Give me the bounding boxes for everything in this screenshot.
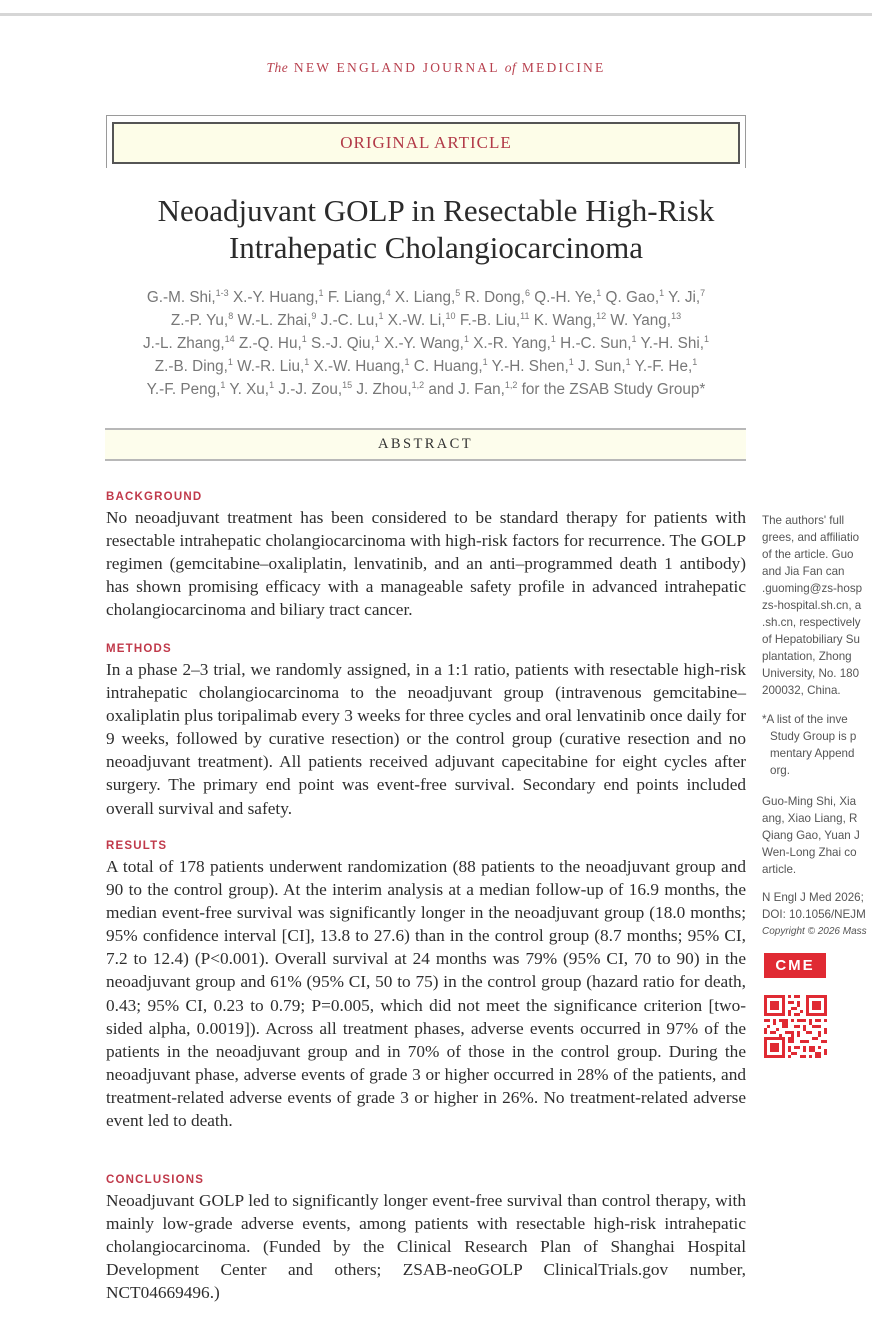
author-name: Z.-Q. Hu,$^1$ bbox=[238, 334, 307, 352]
author-name: X. Liang,$^5$ bbox=[394, 288, 461, 306]
abstract-heading: ABSTRACT bbox=[378, 436, 473, 452]
article-type-label: ORIGINAL ARTICLE bbox=[340, 133, 512, 152]
affiliation-marker: 9 bbox=[311, 311, 317, 321]
affiliation-marker: 1 bbox=[374, 334, 380, 344]
author-name: J.-L. Zhang,$^{14}$ bbox=[142, 334, 235, 352]
author-name: X.-W. Li,$^{10}$ bbox=[387, 311, 456, 329]
footnote-line: *A list of the inve bbox=[762, 713, 848, 726]
results-body: A total of 178 patients underwent randomization (88 patients to the neoadjuvant group and 90 to the control group). At the interim analysis at a median follow-up of 16.9 months, the median event-free survival was significantly longer in the neoadjuvant group (18.0 months; 95% confidence interval [CI], 13.8 to 27.6) than in the control group (8.7 months; 95% CI, 7.2 to 12.4) (P<0.001). Overall survival at 24 months was 79% (95% CI, 70 to 90) in the neoadjuvant group and 61% (95% CI, 50 to 75) in the control group (hazard ratio for death, 0.43; 95% CI, 0.23 to 0.79; P=0.005, which did not meet the significance criterion [two-sided alpha, 0.0019]). Across all treatment phases, adverse events occurred in 97% of the patients in the neoadjuvant group and in 70% of those in the control group. During the neoadjuvant phase, adverse events of grade 3 or higher occurred in 28% of the patients, and treatment-related adverse events of grade 3 or higher in 26%. No treatment-related adverse event led to death. bbox=[106, 857, 746, 1131]
background-body: No neoadjuvant treatment has been considered to be standard therapy for patients with resectable intrahepatic cholangiocarcinoma with high-risk factors for recurrence. The GOLP regimen (gemcitabine–oxaliplatin, lenvatinib, and an anti–programmed death 1 antibody) has shown promising efficacy with a manageable safety profile in advanced intrahepatic cholangiocarcinoma and biliary tract cancer. bbox=[106, 508, 746, 620]
article-type-box bbox=[112, 122, 740, 164]
author-line bbox=[96, 309, 756, 332]
author-name: W.-R. Liu,$^1$ bbox=[237, 357, 310, 375]
correspondence-line: .guoming@zs-hosp bbox=[762, 582, 863, 595]
affiliation-marker: 1 bbox=[220, 380, 226, 390]
conclusions-heading: CONCLUSIONS bbox=[106, 1174, 205, 1186]
author-name: K. Wang,$^{12}$ bbox=[533, 311, 607, 329]
author-name: Y. Xu,$^1$ bbox=[229, 380, 275, 398]
results-heading: RESULTS bbox=[106, 840, 168, 852]
author-name: J.-C. Lu,$^1$ bbox=[320, 311, 384, 329]
author-name: Q. Gao,$^1$ bbox=[605, 288, 665, 306]
affiliation-marker: 13 bbox=[671, 311, 682, 321]
correspondence-line: of the article. Guo bbox=[762, 548, 854, 561]
doi-link[interactable]: DOI: 10.1056/NEJM bbox=[762, 908, 866, 921]
affiliation-marker: 1 bbox=[227, 357, 233, 367]
affiliation-marker: 1 bbox=[301, 334, 307, 344]
author-line bbox=[96, 355, 756, 378]
correspondence-line: and Jia Fan can bbox=[762, 565, 845, 578]
affiliation-marker: 1 bbox=[692, 357, 698, 367]
author-name: F. Liang,$^4$ bbox=[327, 288, 391, 306]
affiliation-marker: 1 bbox=[482, 357, 488, 367]
author-name: X.-Y. Huang,$^1$ bbox=[232, 288, 324, 306]
footnote-line: Study Group is p bbox=[770, 730, 857, 743]
author-name: G.-M. Shi,$^{1-3}$ bbox=[146, 288, 229, 306]
correspondence-line: zs-hospital.sh.cn, a bbox=[762, 599, 862, 612]
sidebar-contributions bbox=[762, 793, 872, 878]
affiliation-marker: 6 bbox=[524, 288, 530, 298]
author-name: X.-W. Huang,$^1$ bbox=[313, 357, 410, 375]
affiliation-marker: 1 bbox=[704, 334, 710, 344]
author-line bbox=[96, 286, 756, 309]
footnote-line: org. bbox=[770, 764, 790, 777]
affiliation-marker: 1 bbox=[659, 288, 665, 298]
author-name: Z.-B. Ding,$^1$ bbox=[154, 357, 233, 375]
sidebar-citation bbox=[762, 889, 872, 940]
top-divider bbox=[0, 13, 872, 16]
abstract-header bbox=[105, 428, 746, 461]
author-line bbox=[96, 332, 756, 355]
affiliation-marker: 1 bbox=[318, 288, 324, 298]
affiliation-marker: 1 bbox=[304, 357, 310, 367]
author-name: F.-B. Liu,$^{11}$ bbox=[459, 311, 530, 329]
article-title bbox=[60, 192, 812, 266]
affiliation-marker: 1 bbox=[550, 334, 556, 344]
methods-heading: METHODS bbox=[106, 643, 172, 655]
author-name: C. Huang,$^1$ bbox=[413, 357, 488, 375]
correspondence-line: of Hepatobiliary Su bbox=[762, 633, 860, 646]
conclusions-body: Neoadjuvant GOLP led to significantly longer event-free survival than control therapy, with mainly low-grade adverse events, among patients with resectable high-risk intrahepatic cholangiocarcinoma. (Funded by the Clinical Research Plan of Shanghai Hospital Development Center and others; ZSAB-neoGOLP ClinicalTrials.gov number, NCT04669496.) bbox=[106, 1191, 746, 1303]
masthead-of: of bbox=[504, 60, 517, 75]
author-name: R. Dong,$^6$ bbox=[464, 288, 530, 306]
author-name: W.-L. Zhai,$^9$ bbox=[237, 311, 317, 329]
correspondence-line: plantation, Zhong bbox=[762, 650, 852, 663]
masthead-suffix: MEDICINE bbox=[521, 60, 606, 75]
affiliation-marker: 1 bbox=[631, 334, 637, 344]
abstract-methods bbox=[106, 642, 746, 820]
affiliation-marker: 1 bbox=[269, 380, 275, 390]
title-line-1: Neoadjuvant GOLP in Resectable High-Risk bbox=[157, 193, 715, 228]
affiliation-marker: 1-3 bbox=[215, 288, 229, 298]
affiliation-marker: 1,2 bbox=[411, 380, 425, 390]
affiliation-marker: 8 bbox=[228, 311, 234, 321]
methods-body: In a phase 2–3 trial, we randomly assigned, in a 1:1 ratio, patients with resectable high-risk intrahepatic cholangiocarcinoma to the neoadjuvant group (intravenous gemcitabine–oxaliplatin plus toripalimab every 3 weeks for three cycles and oral lenvatinib once daily for 9 weeks, followed by curative resection) or the control group (curative resection and no neoadjuvant treatment). All patients received adjuvant capecitabine for eight cycles after surgery. The primary end point was event-free survival. Secondary end points included overall survival and safety. bbox=[106, 660, 746, 818]
affiliation-marker: 1 bbox=[463, 334, 469, 344]
author-name: W. Yang,$^{13}$ bbox=[610, 311, 682, 329]
abstract-background bbox=[106, 490, 746, 621]
affiliation-marker: 10 bbox=[445, 311, 456, 321]
author-name: X.-Y. Wang,$^1$ bbox=[384, 334, 469, 352]
contribution-line: Qiang Gao, Yuan J bbox=[762, 829, 860, 842]
title-line-2: Intrahepatic Cholangiocarcinoma bbox=[228, 230, 644, 265]
affiliation-marker: 15 bbox=[342, 380, 353, 390]
study-group-link[interactable]: for the ZSAB Study Group* bbox=[521, 381, 706, 398]
affiliation-marker: 4 bbox=[385, 288, 391, 298]
author-name: J. Zhou,$^{1,2}$ bbox=[356, 380, 425, 398]
affiliation-marker: 11 bbox=[520, 311, 530, 321]
affiliation-marker: 1 bbox=[596, 288, 602, 298]
affiliation-marker: 1 bbox=[568, 357, 574, 367]
contribution-line: Guo-Ming Shi, Xia bbox=[762, 795, 857, 808]
author-name: Y.-H. Shi,$^1$ bbox=[640, 334, 710, 352]
sidebar-footnote bbox=[762, 711, 872, 779]
affiliation-marker: 5 bbox=[455, 288, 461, 298]
abstract-results bbox=[106, 839, 746, 1132]
sidebar-correspondence bbox=[762, 512, 872, 699]
contribution-line: article. bbox=[762, 863, 797, 876]
correspondence-line: grees, and affiliatio bbox=[762, 531, 860, 544]
author-name: X.-R. Yang,$^1$ bbox=[473, 334, 556, 352]
author-name: Y. Ji,$^7$ bbox=[668, 288, 706, 306]
correspondence-line: University, No. 180 bbox=[762, 667, 860, 680]
contribution-line: ang, Xiao Liang, R bbox=[762, 812, 858, 825]
affiliation-marker: 14 bbox=[224, 334, 235, 344]
masthead-prefix: The bbox=[266, 60, 289, 75]
author-name: Y.-H. Shen,$^1$ bbox=[491, 357, 574, 375]
affiliation-marker: 1,2 bbox=[504, 380, 518, 390]
copyright-line: Copyright © 2026 Mass bbox=[762, 926, 867, 937]
affiliation-marker: 1 bbox=[625, 357, 631, 367]
cme-badge[interactable]: CME bbox=[764, 953, 826, 978]
author-name: Y.-F. Peng,$^1$ bbox=[146, 380, 226, 398]
author-name: Z.-P. Yu,$^8$ bbox=[170, 311, 234, 329]
affiliation-marker: 1 bbox=[404, 357, 410, 367]
correspondence-line: .sh.cn, respectively bbox=[762, 616, 861, 629]
author-name: H.-C. Sun,$^1$ bbox=[560, 334, 637, 352]
correspondence-line: 200032, China. bbox=[762, 684, 841, 697]
masthead-main: NEW ENGLAND JOURNAL bbox=[293, 60, 500, 75]
citation-line: N Engl J Med 2026; bbox=[762, 891, 864, 904]
background-heading: BACKGROUND bbox=[106, 491, 203, 503]
author-name: and J. Fan,$^{1,2}$ bbox=[428, 380, 518, 398]
abstract-conclusions bbox=[106, 1173, 746, 1304]
footnote-line: mentary Append bbox=[770, 747, 855, 760]
author-list bbox=[96, 286, 756, 401]
author-line bbox=[96, 378, 756, 401]
author-name: Y.-F. He,$^1$ bbox=[634, 357, 698, 375]
author-name: S.-J. Qiu,$^1$ bbox=[311, 334, 380, 352]
contribution-line: Wen-Long Zhai co bbox=[762, 846, 857, 859]
author-name: J. Sun,$^1$ bbox=[578, 357, 631, 375]
author-name: Q.-H. Ye,$^1$ bbox=[534, 288, 602, 306]
journal-masthead bbox=[0, 60, 872, 76]
affiliation-marker: 12 bbox=[596, 311, 607, 321]
qr-code-icon[interactable] bbox=[764, 995, 827, 1058]
author-name: J.-J. Zou,$^{15}$ bbox=[278, 380, 353, 398]
affiliation-marker: 7 bbox=[700, 288, 706, 298]
correspondence-line: The authors' full bbox=[762, 514, 845, 527]
affiliation-marker: 1 bbox=[378, 311, 384, 321]
